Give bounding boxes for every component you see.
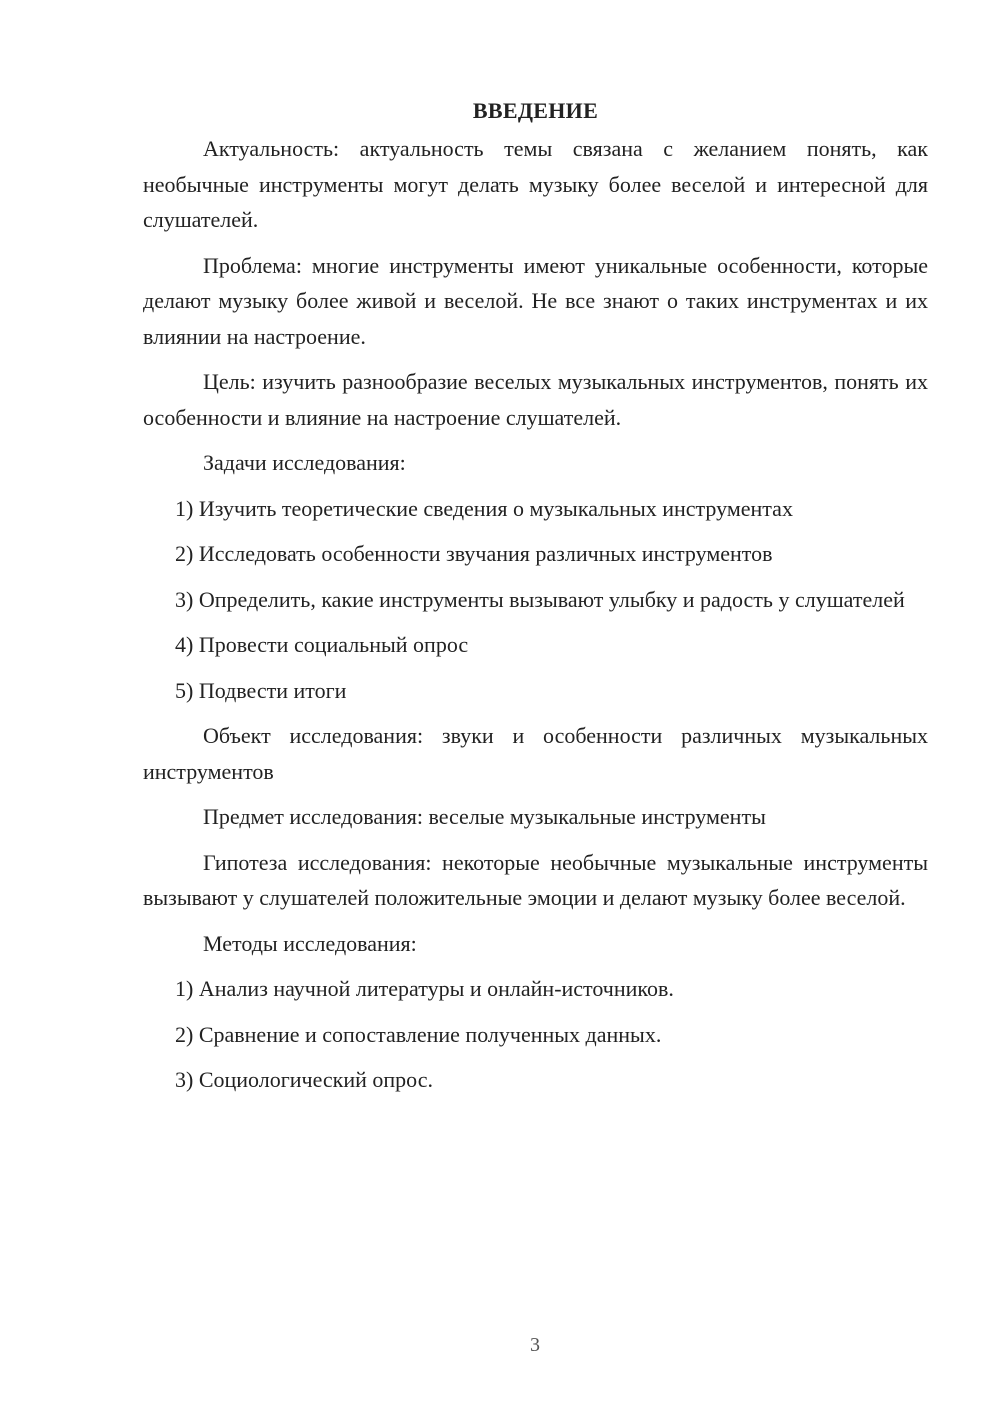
method-item-3: 3) Социологический опрос. xyxy=(175,1067,433,1092)
task-item-3: 3) Определить, какие инструменты вызывают улыбку и радость у слушателей xyxy=(175,586,905,612)
task-item-1: 1) Изучить теоретические сведения о музыкальных инструментах xyxy=(175,495,793,521)
method-item-2: 2) Сравнение и сопоставление полученных данных. xyxy=(175,1021,662,1047)
method-item-1: 1) Анализ научной литературы и онлайн-источников. xyxy=(175,976,674,1001)
problem-paragraph: Проблема: многие инструменты имеют уникальные особенности, которые делают музыку более живой и веселой. Не все знают о таких инструментах и их влиянии на настроение. xyxy=(143,252,928,349)
relevance-paragraph: Актуальность: актуальность темы связана с желанием понять, как необычные инструменты могут делать музыку более веселой и интересной для слушателей. xyxy=(143,136,928,232)
page-number: 3 xyxy=(530,1334,540,1356)
tasks-heading: Задачи исследования: xyxy=(203,450,406,475)
page-title: ВВЕДЕНИЕ xyxy=(472,98,599,123)
methods-heading: Методы исследования: xyxy=(203,930,417,956)
task-item-4: 4) Провести социальный опрос xyxy=(175,632,469,657)
document-page xyxy=(143,93,928,1098)
task-item-2: 2) Исследовать особенности звучания различных инструментов xyxy=(175,541,773,566)
object-paragraph: Объект исследования: звуки и особенности различных музыкальных инструментов xyxy=(143,723,928,784)
task-item-5: 5) Подвести итоги xyxy=(175,677,347,703)
hypothesis-paragraph: Гипотеза исследования: некоторые необычные музыкальные инструменты вызывают у слушателей положительные эмоции и делают музыку более веселой. xyxy=(143,849,928,910)
goal-paragraph: Цель: изучить разнообразие веселых музыкальных инструментов, понять их особенности и влияние на настроение слушателей. xyxy=(143,369,928,430)
subject-paragraph: Предмет исследования: веселые музыкальные инструменты xyxy=(203,804,766,829)
